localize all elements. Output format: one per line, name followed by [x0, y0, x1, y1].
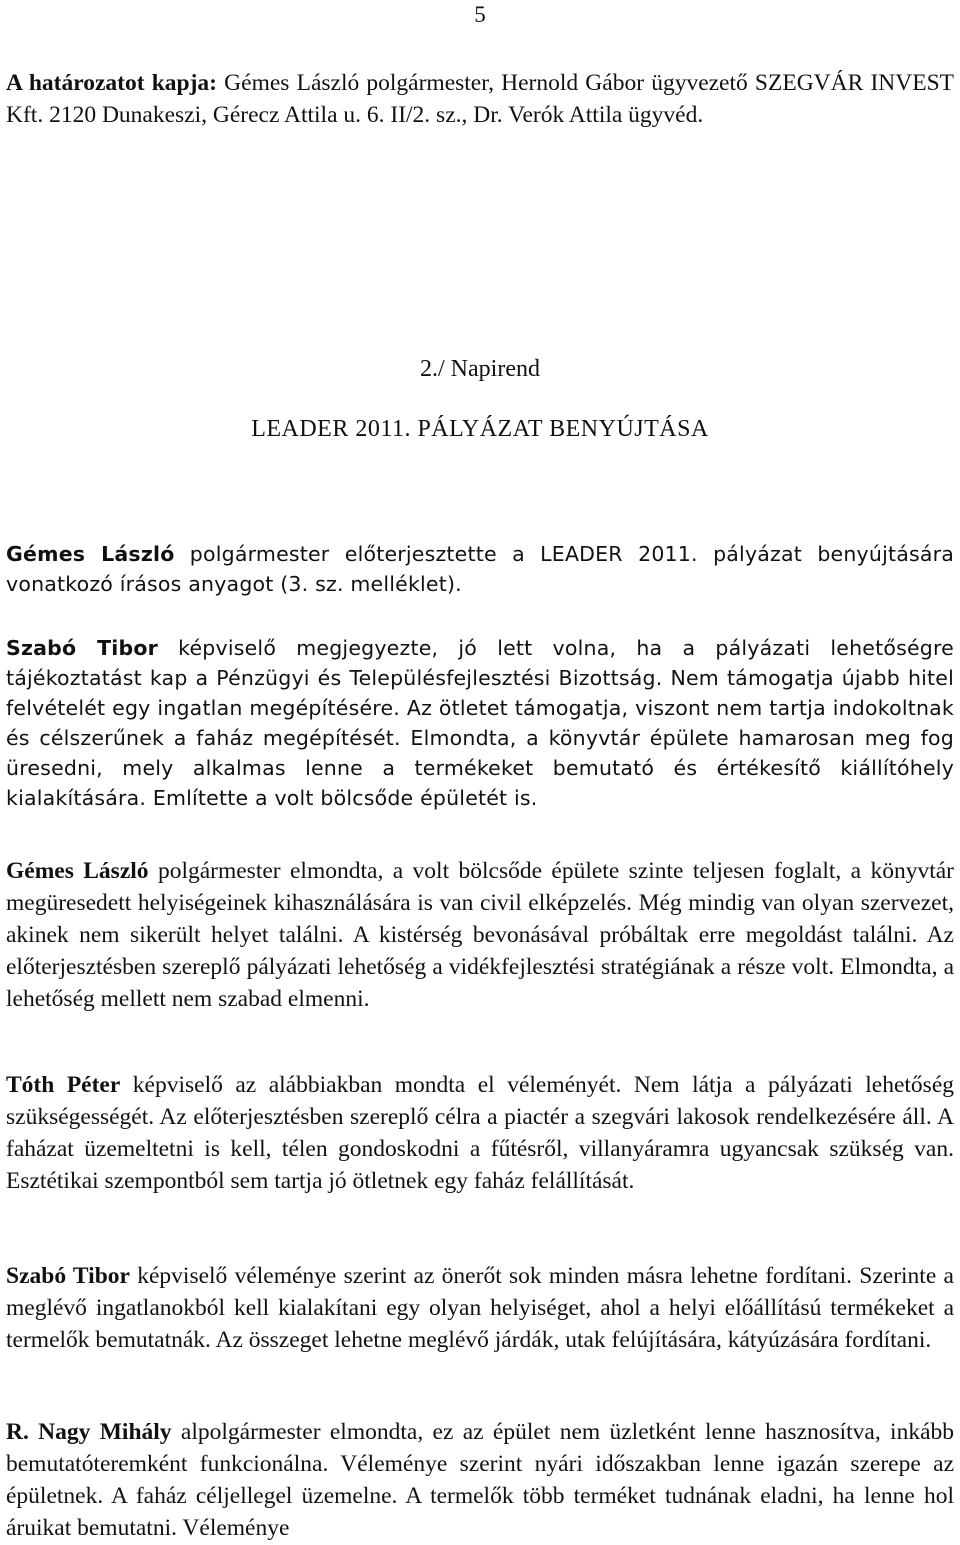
speaker-name: R. Nagy Mihály — [6, 1419, 172, 1445]
paragraph-text: polgármester elmondta, a volt bölcsőde épülete szinte teljesen foglalt, a könyvtár megüresedett helyiségeinek kihasználására is van civil elképzelés. Még mindig van olyan szervezet, akinek nem sikerült helyet találni. A kistérség bevonásával próbáltak erre megoldást találni. Az előterjesztésben szereplő pályázati lehetőség a vidékfejlesztési stratégiának a része volt. Elmondta, a lehetőség mellett nem szabad elmenni. — [6, 858, 955, 1012]
paragraph-text: Nem támogatja újabb hitel felvételét egy ingatlan megépítésére. Az ötletet támogatja, viszont nem tartja indokoltnak és célszerűnek a faház megépítését. — [6, 666, 954, 750]
paragraph-text: képviselő véleménye szerint az önerőt sok minden másra lehetne fordítani. Szerinte a meglévő ingatlanokból kell kialakítani egy olyan helyiséget, ahol a helyi előállítású termékeket a termelők bemutatnák. Az összeget lehetne meglévő járdák, utak felújítására, kátyúzására fordítani. — [6, 1263, 954, 1353]
paragraph-szabo-1 — [6, 633, 954, 813]
paragraph-gemes-2 — [6, 855, 954, 1015]
speaker-name: Tóth Péter — [6, 1072, 121, 1098]
speaker-name: Gémes László — [6, 858, 149, 884]
paragraph-gemes-1 — [6, 539, 954, 599]
speaker-name: Szabó Tibor — [6, 636, 158, 660]
recipients-paragraph — [6, 67, 954, 131]
paragraph-text: alpolgármester elmondta, ez az épület nem üzletként lenne hasznosítva, inkább bemutatóteremként funkcionálna. Véleménye szerint nyári időszakban lenne igazán szerepe az épületnek. A faház céljellegel üzemelne. A termelők több terméket tudnának eladni, ha lenne hol áruikat bemutatni. Véleménye — [6, 1419, 954, 1541]
paragraph-text: Elmondta, a könyvtár épülete hamarosan meg fog üresedni, mely alkalmas lenne a termékeket bemutató és értékesítő kiállítóhely kialakítására. Említette a volt bölcsőde épületét is. — [6, 726, 954, 810]
paragraph-text: polgármester előterjesztette a LEADER 2011. pályázat benyújtására vonatkozó írásos anyagot (3. sz. melléklet). — [6, 542, 954, 596]
paragraph-nagy — [6, 1416, 954, 1544]
speaker-name: Gémes László — [6, 542, 175, 566]
paragraph-szabo-2 — [6, 1260, 954, 1356]
agenda-title: LEADER 2011. PÁLYÁZAT BENYÚJTÁSA — [251, 416, 709, 442]
recipients-text: Gémes László polgármester, Hernold Gábor ügyvezető SZEGVÁR INVEST Kft. 2120 Dunakeszi, Gérecz Attila u. 6. II/2. sz., Dr. Verók Attila ügyvéd. — [6, 70, 954, 128]
paragraph-text: képviselő megjegyezte, jó lett volna, ha a pályázati lehetőségre tájékoztatást kap a Pénzügyi és Településfejlesztési Bizottság. — [6, 636, 954, 690]
speaker-name: Szabó Tibor — [6, 1263, 130, 1289]
agenda-item: 2./ Napirend — [420, 356, 540, 382]
page-number: 5 — [474, 2, 486, 27]
paragraph-text: képviselő az alábbiakban mondta el véleményét. Nem látja a pályázati lehetőség szükségességét. Az előterjesztésben szereplő célra a piactér a szegvári lakosok rendelkezésére áll. A faházat üzemeltetni is kell, télen gondoskodni a fűtésről, villanyáramra ugyancsak szükség van. Esztétikai szempontból sem tartja jó ötletnek egy faház felállítását. — [6, 1072, 954, 1194]
recipients-label: A határozatot kapja: — [6, 70, 218, 96]
paragraph-toth — [6, 1069, 954, 1197]
